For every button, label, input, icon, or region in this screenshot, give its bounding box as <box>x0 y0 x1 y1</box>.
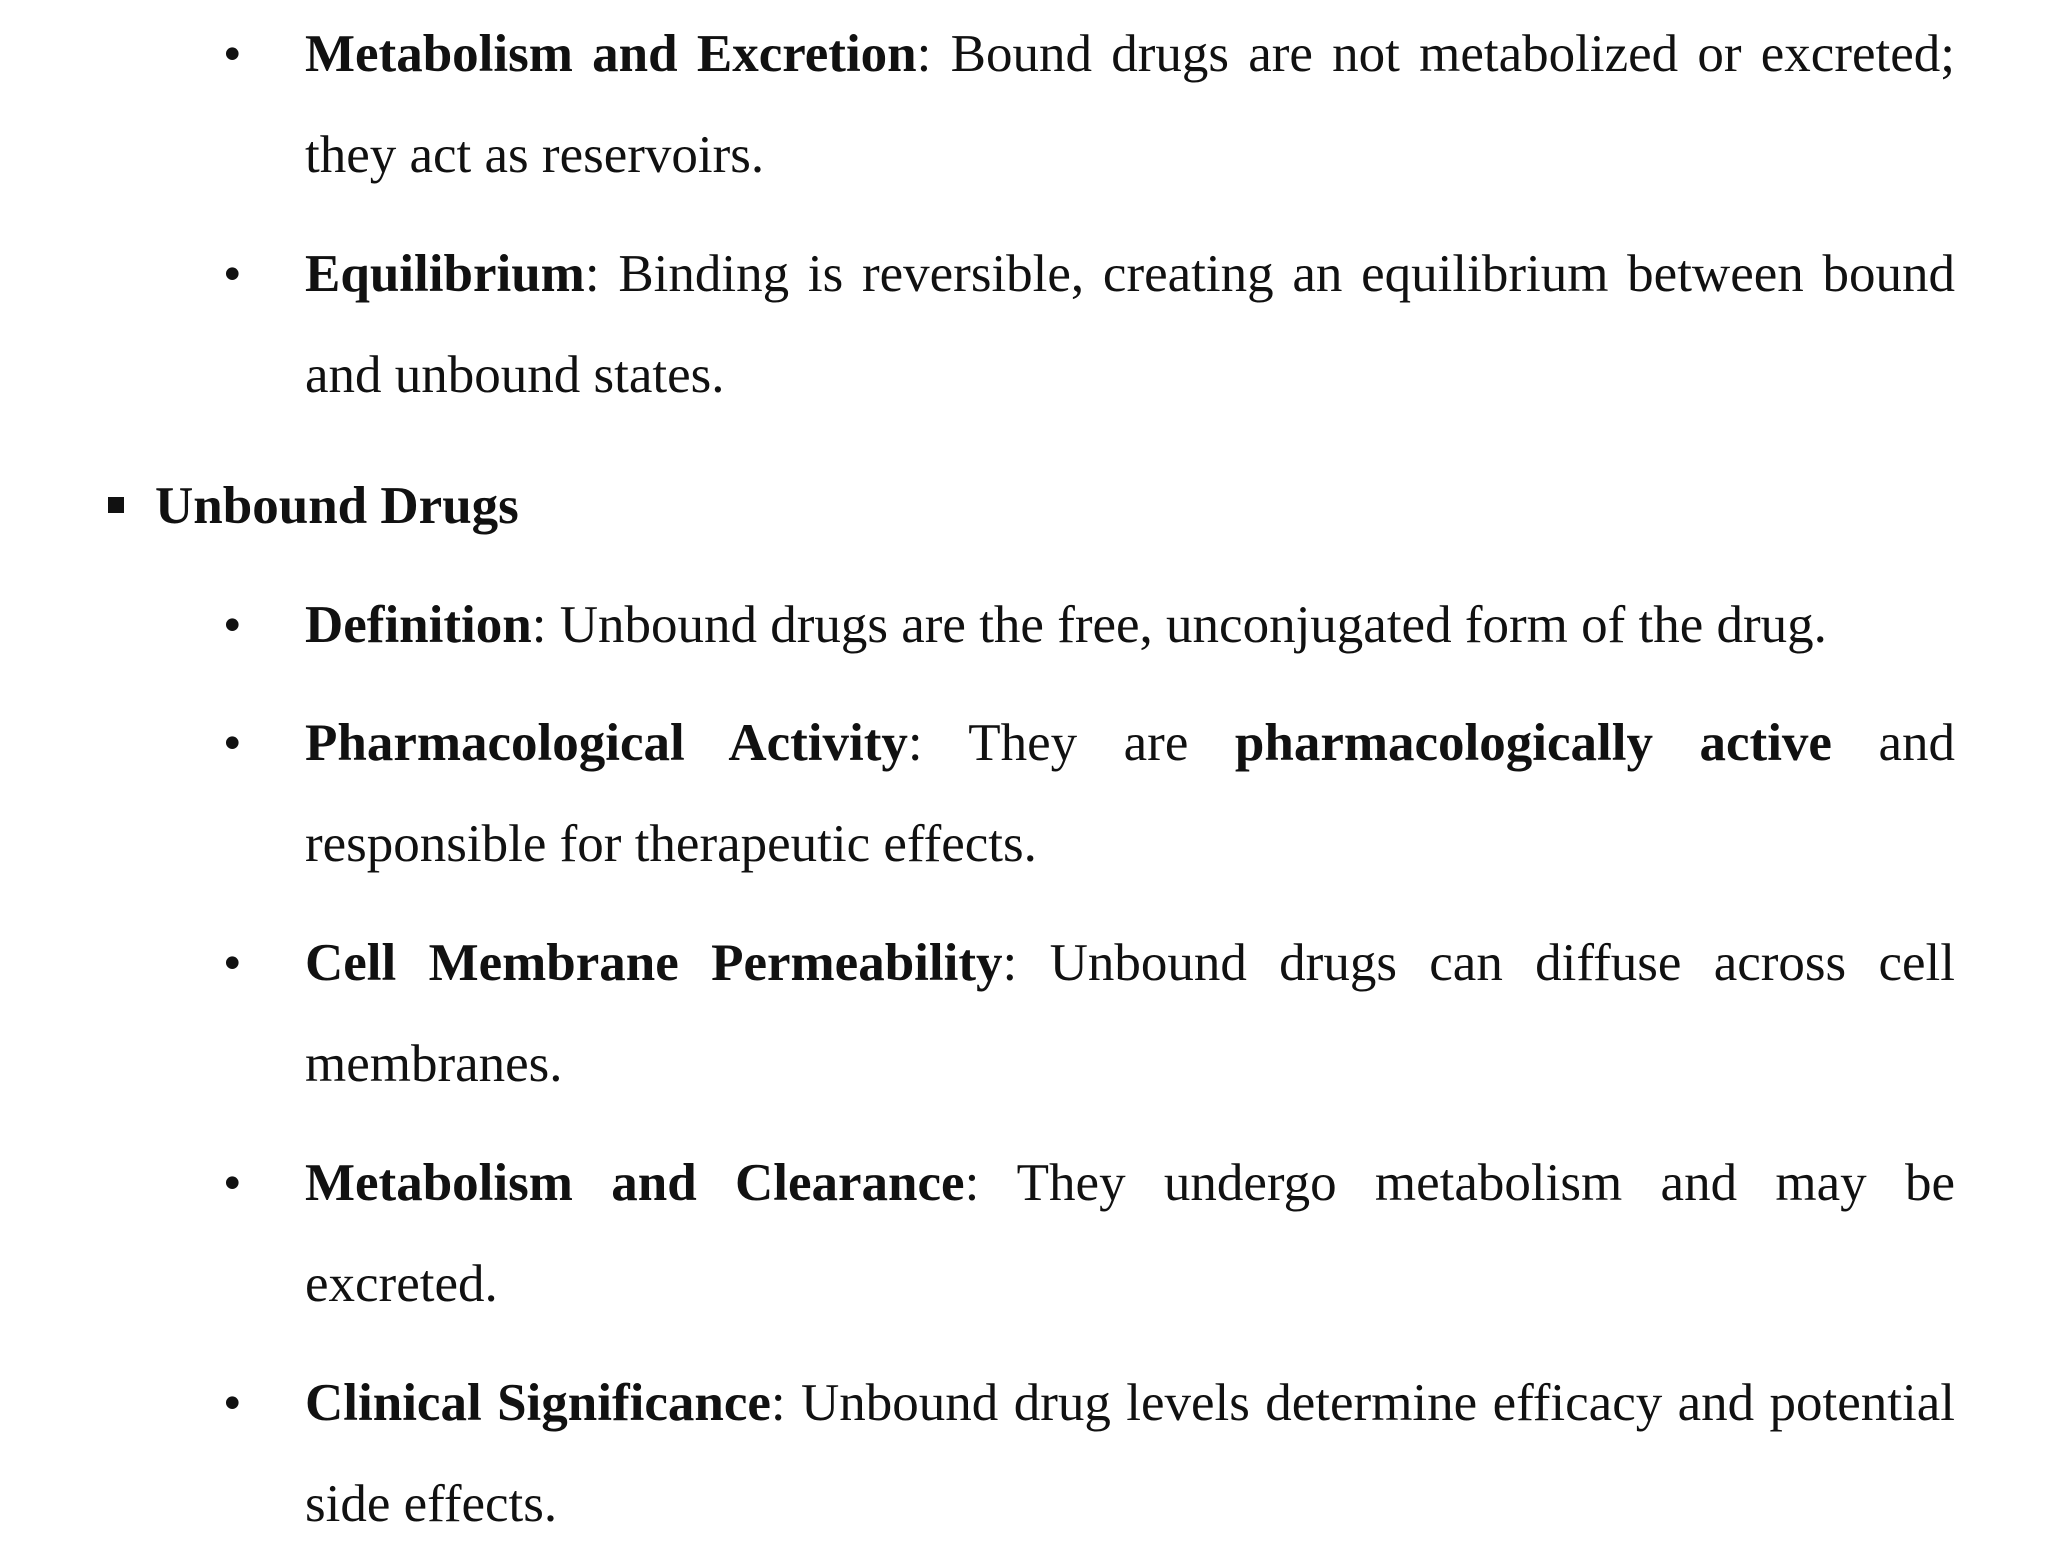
item-text: : Unbound drugs are the free, unconjugated form of the drug. <box>531 596 1827 654</box>
item-text: : Bound drugs are not metabolized or excreted; they act as reservoirs. <box>305 25 1955 184</box>
bullet-icon: • <box>223 25 242 83</box>
item-text: : They are <box>907 714 1235 772</box>
list-item <box>223 575 1955 676</box>
item-text: and responsible for therapeutic effects. <box>305 714 1956 873</box>
item-text: : Binding is reversible, creating an equilibrium between bound and unbound states. <box>305 245 1955 404</box>
item-text: : Unbound drug levels determine efficacy and potential side effects. <box>305 1374 1955 1533</box>
item-term: Equilibrium <box>305 245 585 303</box>
bullet-icon: • <box>223 245 242 303</box>
item-emphasis: pharmacologically active <box>1234 714 1832 772</box>
item-term: Clinical Significance <box>305 1374 771 1432</box>
item-term: Definition <box>305 596 532 654</box>
section-heading: Unbound Drugs <box>155 477 519 535</box>
bullet-icon: • <box>223 1154 242 1212</box>
item-term: Pharmacological Activity <box>305 714 908 772</box>
bullet-icon: • <box>223 714 242 772</box>
bullet-icon: • <box>223 934 242 992</box>
list-item <box>223 1353 1955 1555</box>
item-term: Cell Membrane Permeability <box>305 934 1003 992</box>
list-item <box>223 1133 1955 1335</box>
list-item <box>223 4 1955 206</box>
bullet-icon: • <box>223 1374 242 1432</box>
item-text: : Unbound drugs can diffuse across cell membranes. <box>305 934 1955 1093</box>
square-bullet-icon <box>108 497 124 513</box>
list-item <box>223 693 1956 895</box>
item-text: : They undergo metabolism and may be excreted. <box>305 1154 1955 1313</box>
list-item <box>223 913 1955 1115</box>
item-term: Metabolism and Excretion <box>305 25 917 83</box>
bullet-icon: • <box>223 596 242 654</box>
item-term: Metabolism and Clearance <box>305 1154 965 1212</box>
list-item <box>223 224 1955 426</box>
